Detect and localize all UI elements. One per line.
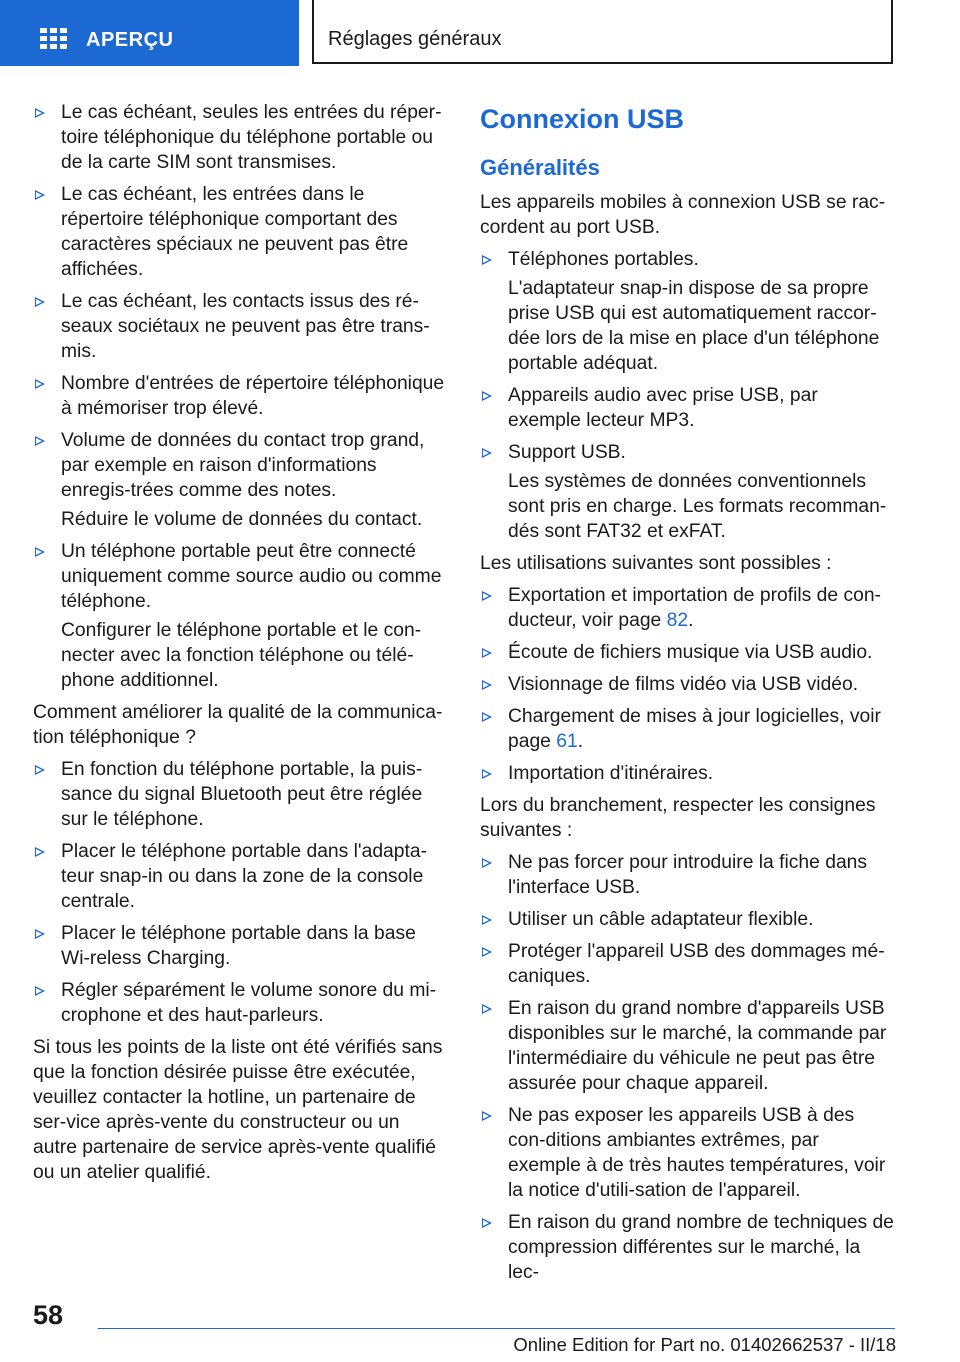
list-item-text: Ne pas forcer pour introduire la fiche dans l'interface USB. — [508, 852, 868, 898]
list-item-text: Un téléphone portable peut être connecté uniquement comme source audio ou comme téléphone. — [61, 541, 442, 612]
bullet-triangle-icon — [35, 929, 45, 939]
list-item-note: Réduire le volume de données du contact. — [61, 509, 423, 530]
footer-divider — [98, 1328, 895, 1329]
page-link-82[interactable]: 82 — [666, 610, 689, 631]
section-heading: Connexion USB — [480, 104, 685, 134]
list-item — [480, 996, 895, 1096]
list-item-text: Régler séparément le volume sonore du mi‐crophone et des haut-parleurs. — [61, 980, 437, 1026]
list-item — [480, 672, 895, 697]
list-item — [480, 1103, 895, 1203]
list-item-text: Nombre d'entrées de répertoire téléphonique à mémoriser trop élevé. — [61, 373, 445, 419]
overview-nav-label: APERÇU — [86, 29, 174, 51]
bullet-triangle-icon — [482, 448, 492, 458]
bullet-triangle-icon — [35, 190, 45, 200]
list-item-text: Placer le téléphone portable dans l'adapta‐teur snap-in ou dans la zone de la console centrale. — [61, 841, 427, 912]
list-item — [480, 850, 895, 900]
bullet-triangle-icon — [35, 986, 45, 996]
list-item-text: Écoute de fichiers musique via USB audio. — [508, 642, 873, 663]
bullet-triangle-icon — [482, 1218, 492, 1228]
list-item-text: Le cas échéant, les entrées dans le répertoire téléphonique comportant des caractères spéciaux ne peuvent pas être affichées. — [61, 184, 409, 280]
bullet-triangle-icon — [35, 765, 45, 775]
page-number: 58 — [33, 1300, 64, 1330]
paragraph: Lors du branchement, respecter les consignes suivantes : — [480, 795, 876, 841]
grid-menu-icon — [40, 28, 67, 50]
list-item — [480, 440, 895, 465]
bullet-triangle-icon — [35, 379, 45, 389]
list-item — [480, 761, 895, 786]
paragraph: Comment améliorer la qualité de la communica‐tion téléphonique ? — [33, 702, 443, 748]
list-item — [33, 182, 448, 282]
right-column — [480, 100, 895, 1292]
list-item-text: Le cas échéant, les contacts issus des ré‐seaux sociétaux ne peuvent pas être trans‐mis. — [61, 291, 430, 362]
list-item-text: En fonction du téléphone portable, la puis‐sance du signal Bluetooth peut être réglée sur le téléphone. — [61, 759, 423, 830]
list-item-note: L'adaptateur snap-in dispose de sa propre prise USB qui est automatiquement raccor‐dée lors de la mise en place d'un téléphone portable adéquat. — [508, 278, 880, 374]
list-item-text: Placer le téléphone portable dans la base Wi‐reless Charging. — [61, 923, 416, 969]
list-item-text: Support USB. — [508, 442, 626, 463]
list-item — [480, 704, 895, 754]
list-item — [480, 247, 895, 272]
list-item — [480, 907, 895, 932]
list-item-text: Utiliser un câble adaptateur flexible. — [508, 909, 814, 930]
list-item-text: En raison du grand nombre d'appareils USB disponibles sur le marché, la commande par l'intermédiaire du véhicule ne peut pas être assurée pour chaque appareil. — [508, 998, 887, 1094]
bullet-triangle-icon — [482, 648, 492, 658]
bullet-triangle-icon — [35, 547, 45, 557]
overview-nav-tab[interactable] — [0, 0, 299, 66]
list-item — [33, 428, 448, 503]
list-item-note: Les systèmes de données conventionnels sont pris en charge. Les formats recomman‐dés sont FAT32 et exFAT. — [508, 471, 887, 542]
bullet-triangle-icon — [482, 591, 492, 601]
list-item-text: Appareils audio avec prise USB, par exemple lecteur MP3. — [508, 385, 818, 431]
list-item-text: Chargement de mises à jour logicielles, voir page — [508, 706, 881, 752]
list-item — [33, 839, 448, 914]
paragraph: Si tous les points de la liste ont été vérifiés sans que la fonction désirée puisse être exécutée, veuillez contacter la hotline, un partenaire de ser‐vice après-vente du constructeur ou un autre partenaire de service après-vente qualifié ou un atelier qualifié. — [33, 1037, 443, 1183]
list-item — [33, 757, 448, 832]
punctuation: . — [688, 610, 694, 631]
bullet-triangle-icon — [35, 297, 45, 307]
bullet-triangle-icon — [482, 947, 492, 957]
bullet-triangle-icon — [35, 847, 45, 857]
list-item-text: Importation d'itinéraires. — [508, 763, 714, 784]
paragraph: Les appareils mobiles à connexion USB se rac‐cordent au port USB. — [480, 192, 886, 238]
bullet-triangle-icon — [482, 915, 492, 925]
bullet-triangle-icon — [482, 1111, 492, 1121]
list-item — [480, 1210, 895, 1285]
list-item — [33, 289, 448, 364]
bullet-triangle-icon — [482, 255, 492, 265]
punctuation: . — [577, 731, 584, 752]
section-title: Réglages généraux — [328, 28, 502, 50]
bullet-triangle-icon — [35, 436, 45, 446]
list-item-text: Protéger l'appareil USB des dommages mé‐caniques. — [508, 941, 885, 987]
list-item-note: Configurer le téléphone portable et le con‐necter avec la fonction téléphone ou télé‐phone additionnel. — [61, 620, 422, 691]
list-item-text: En raison du grand nombre de techniques de compression différentes sur le marché, la lec‐ — [508, 1212, 894, 1283]
list-item — [480, 640, 895, 665]
list-item-text: Exportation et importation de profils de con‐ducteur, voir page — [508, 585, 881, 631]
list-item-text: Volume de données du contact trop grand, par exemple en raison d'informations enregis‐trées comme des notes. — [61, 430, 425, 501]
list-item — [480, 383, 895, 433]
bullet-triangle-icon — [482, 391, 492, 401]
bullet-triangle-icon — [482, 680, 492, 690]
list-item — [480, 939, 895, 989]
list-item-text: Téléphones portables. — [508, 249, 699, 270]
list-item — [33, 978, 448, 1028]
list-item — [33, 371, 448, 421]
list-item — [33, 100, 448, 175]
paragraph: Les utilisations suivantes sont possibles : — [480, 553, 832, 574]
bullet-triangle-icon — [482, 769, 492, 779]
footer-edition-text: Online Edition for Part no. 01402662537 - II/18 — [513, 1334, 896, 1355]
subsection-heading: Généralités — [480, 155, 600, 180]
page-header — [0, 0, 960, 66]
bullet-triangle-icon — [482, 1004, 492, 1014]
left-column — [33, 100, 448, 1192]
section-title-box — [312, 0, 893, 64]
bullet-triangle-icon — [482, 712, 492, 722]
list-item — [480, 583, 895, 633]
bullet-triangle-icon — [482, 858, 492, 868]
list-item — [33, 539, 448, 614]
bullet-triangle-icon — [35, 108, 45, 118]
list-item-text: Le cas échéant, seules les entrées du réper‐toire téléphonique du téléphone portable ou de la carte SIM sont transmises. — [61, 102, 442, 173]
page-link-61[interactable]: 61 — [556, 731, 578, 752]
list-item — [33, 921, 448, 971]
list-item-text: Visionnage de films vidéo via USB vidéo. — [508, 674, 859, 695]
list-item-text: Ne pas exposer les appareils USB à des con‐ditions ambiantes extrêmes, par exemple à de très hautes températures, voir la notice d'utili‐sation de l'appareil. — [508, 1105, 886, 1201]
